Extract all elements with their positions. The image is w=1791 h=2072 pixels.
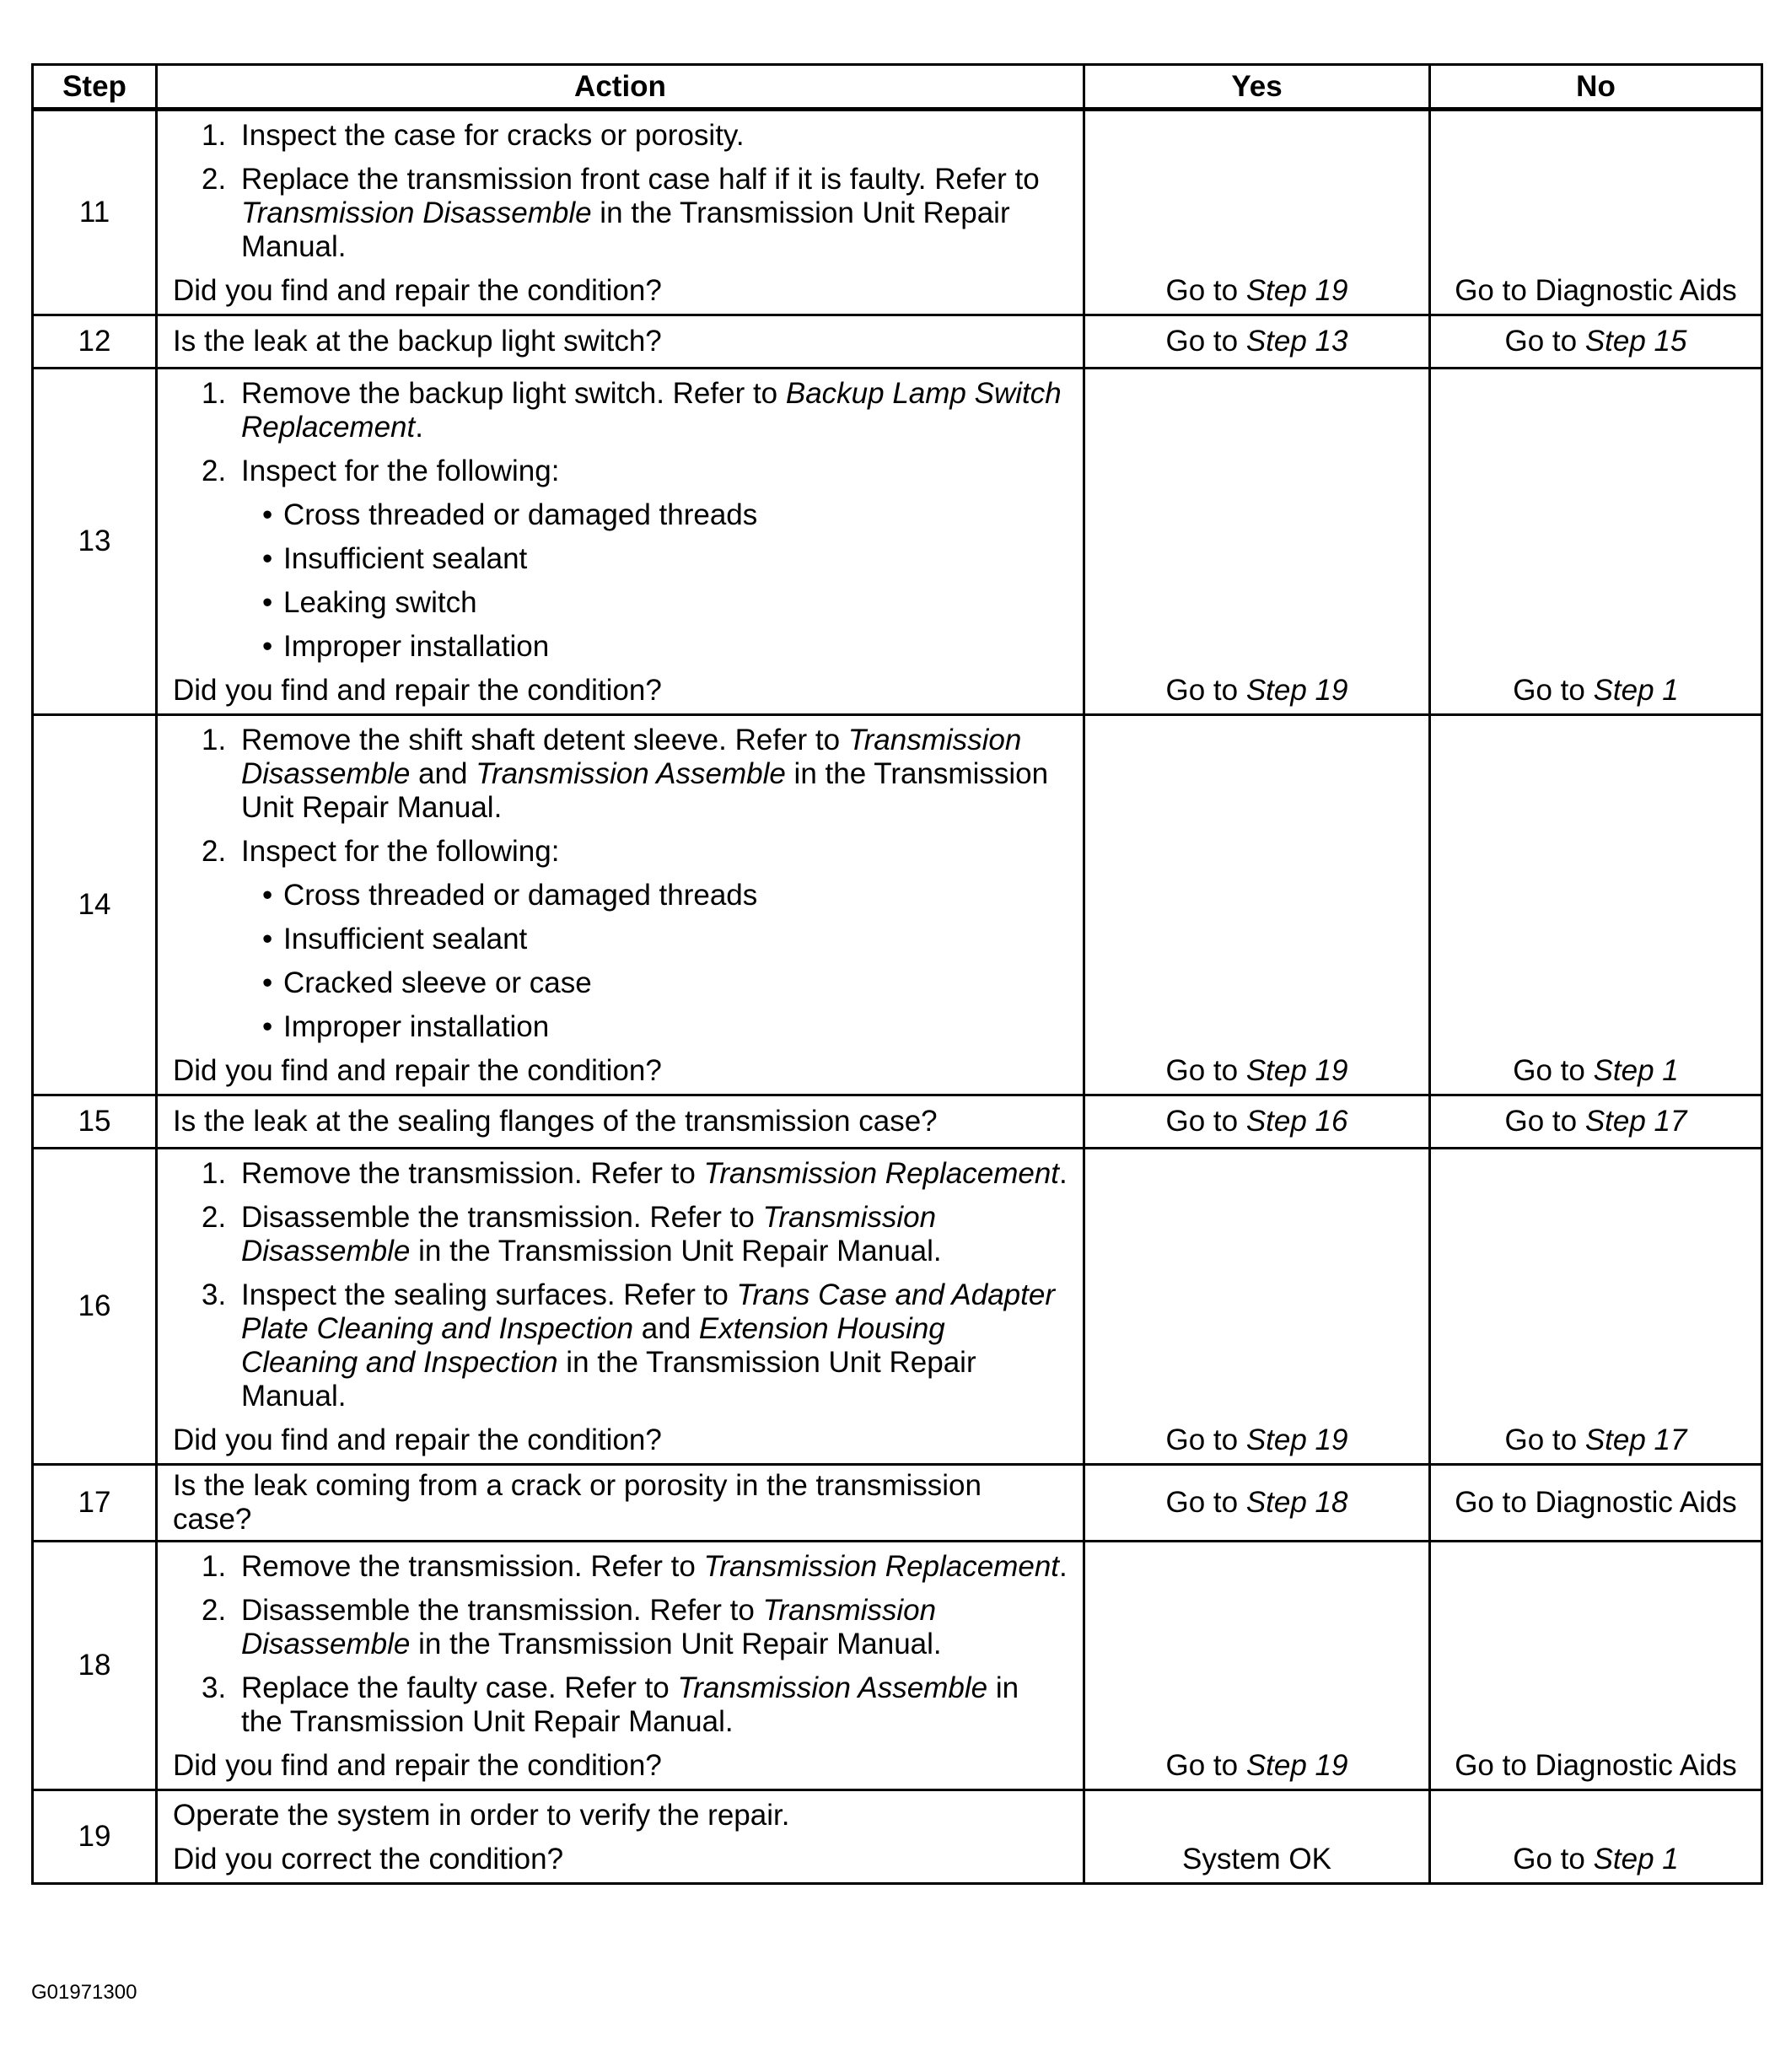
inspection-item: • Improper installation xyxy=(241,1010,1068,1044)
no-result xyxy=(1430,1095,1762,1149)
action-prompt: Did you find and repair the condition? xyxy=(173,274,662,307)
action-steps xyxy=(173,1550,1068,1739)
text-run: Go to xyxy=(1165,1486,1246,1519)
step-number: 18 xyxy=(33,1542,157,1790)
text-run: . xyxy=(1059,1157,1068,1190)
action-cell xyxy=(157,1542,1084,1790)
table-row xyxy=(33,1542,1762,1790)
action-prompt: Did you find and repair the condition? xyxy=(173,1054,662,1087)
step-number: 16 xyxy=(33,1149,157,1465)
text-run: Disassemble the transmission. Refer to xyxy=(241,1201,763,1234)
step-text xyxy=(241,455,559,487)
yes-result xyxy=(1084,315,1430,369)
action-step xyxy=(173,1157,1068,1191)
text-run: Go to Diagnostic Aids xyxy=(1455,1486,1737,1519)
diagnostic-table xyxy=(31,63,1763,1885)
table-row xyxy=(33,369,1762,715)
step-index: 2. xyxy=(202,1201,227,1234)
header-no: No xyxy=(1430,65,1762,110)
step-index: 2. xyxy=(202,1594,227,1627)
text-run: Go to xyxy=(1165,674,1246,707)
action-prompt: Did you find and repair the condition? xyxy=(173,674,662,707)
inspection-list xyxy=(241,498,1068,664)
reference-text: Step 1 xyxy=(1593,1054,1679,1087)
step-index: 2. xyxy=(202,455,227,487)
action-cell xyxy=(157,1149,1084,1465)
reference-text: Transmission Replacement xyxy=(703,1157,1060,1190)
action-prompt: Did you find and repair the condition? xyxy=(173,1749,662,1782)
text-run: Go to xyxy=(1513,1843,1594,1876)
action-step xyxy=(173,1594,1068,1661)
step-index: 2. xyxy=(202,163,227,196)
reference-text: Transmission Assemble xyxy=(677,1671,988,1704)
step-index: 2. xyxy=(202,835,227,868)
step-text xyxy=(241,1550,1068,1583)
text-run: Remove the shift shaft detent sleeve. Refer to xyxy=(241,724,848,756)
step-text xyxy=(241,1201,942,1267)
no-result xyxy=(1430,715,1762,1095)
text-run: in the Transmission Unit Repair Manual. xyxy=(241,196,1010,263)
table-row xyxy=(33,715,1762,1095)
action-step xyxy=(173,724,1068,825)
step-text xyxy=(241,724,1048,824)
yes-result xyxy=(1084,1465,1430,1542)
text-run: in the Transmission Unit Repair Manual. xyxy=(241,757,1049,824)
step-text xyxy=(241,1278,1055,1413)
reference-text: Transmission Disassemble xyxy=(241,724,1022,790)
action-steps xyxy=(173,1157,1068,1413)
step-number: 15 xyxy=(33,1095,157,1149)
text-run: Inspect the sealing surfaces. Refer to xyxy=(241,1278,737,1311)
step-index: 1. xyxy=(202,1550,227,1583)
step-index: 1. xyxy=(202,724,227,756)
no-result xyxy=(1430,1542,1762,1790)
reference-text: Trans Case and Adapter Plate Cleaning and Inspection xyxy=(241,1278,1055,1345)
table-body xyxy=(33,110,1762,1884)
action-step xyxy=(173,1550,1068,1584)
text-run: Remove the transmission. Refer to xyxy=(241,1157,704,1190)
step-number: 14 xyxy=(33,715,157,1095)
step-index: 3. xyxy=(202,1671,227,1704)
step-index: 1. xyxy=(202,1157,227,1190)
action-cell xyxy=(157,369,1084,715)
reference-text: Step 18 xyxy=(1245,1486,1348,1519)
yes-result xyxy=(1084,1095,1430,1149)
text-run: Go to Diagnostic Aids xyxy=(1455,1749,1737,1782)
text-run: in the Transmission Unit Repair Manual. xyxy=(410,1628,942,1660)
reference-text: Step 1 xyxy=(1593,1843,1679,1876)
action-steps xyxy=(173,119,1068,264)
text-run: Inspect for the following: xyxy=(241,835,560,868)
text-run: Replace the faulty case. Refer to xyxy=(241,1671,678,1704)
text-run: Go to xyxy=(1504,1423,1585,1456)
action-question: Is the leak at the backup light switch? xyxy=(173,325,662,358)
reference-text: Step 17 xyxy=(1584,1105,1687,1138)
reference-text: Step 19 xyxy=(1245,1749,1348,1782)
action-cell xyxy=(157,315,1084,369)
action-step xyxy=(173,163,1068,264)
text-run: . xyxy=(1059,1550,1068,1583)
inspection-list xyxy=(241,879,1068,1044)
step-number: 11 xyxy=(33,110,157,315)
table-row xyxy=(33,1149,1762,1465)
reference-text: Step 17 xyxy=(1584,1423,1687,1456)
table-row xyxy=(33,1095,1762,1149)
reference-text: Step 13 xyxy=(1245,325,1348,358)
text-run: Go to Diagnostic Aids xyxy=(1455,274,1737,307)
action-step xyxy=(173,835,1068,1044)
reference-text: Step 16 xyxy=(1245,1105,1348,1138)
inspection-item: • Insufficient sealant xyxy=(241,923,1068,956)
step-text xyxy=(241,1671,1019,1738)
action-step xyxy=(173,377,1068,444)
step-index: 3. xyxy=(202,1278,227,1311)
figure-id: G01971300 xyxy=(31,1981,137,2004)
reference-text: Step 1 xyxy=(1593,674,1679,707)
inspection-item: • Cross threaded or damaged threads xyxy=(241,498,1068,532)
reference-text: Transmission Disassemble xyxy=(241,1594,937,1660)
action-cell xyxy=(157,715,1084,1095)
action-step xyxy=(173,1201,1068,1268)
table-row xyxy=(33,1790,1762,1884)
text-run: Go to xyxy=(1504,1105,1585,1138)
step-number: 19 xyxy=(33,1790,157,1884)
header-step: Step xyxy=(33,65,157,110)
reference-text: Transmission Disassemble xyxy=(241,196,592,229)
inspection-item: • Insufficient sealant xyxy=(241,542,1068,576)
action-steps xyxy=(173,377,1068,664)
action-cell xyxy=(157,1095,1084,1149)
step-number: 13 xyxy=(33,369,157,715)
action-question: Is the leak coming from a crack or porosity in the transmission case? xyxy=(173,1469,982,1536)
step-text xyxy=(241,1594,942,1660)
reference-text: Step 15 xyxy=(1584,325,1687,358)
action-step xyxy=(173,119,1068,153)
action-step xyxy=(173,1671,1068,1739)
yes-result xyxy=(1084,1542,1430,1790)
text-run: Inspect for the following: xyxy=(241,455,560,487)
no-result xyxy=(1430,1465,1762,1542)
yes-result xyxy=(1084,369,1430,715)
yes-result xyxy=(1084,110,1430,315)
no-result xyxy=(1430,1790,1762,1884)
action-question: Is the leak at the sealing flanges of the transmission case? xyxy=(173,1105,938,1138)
reference-text: Transmission Replacement xyxy=(703,1550,1060,1583)
text-run: Go to xyxy=(1165,1423,1246,1456)
action-prompt: Did you find and repair the condition? xyxy=(173,1423,662,1456)
step-number: 17 xyxy=(33,1465,157,1542)
text-run: Go to xyxy=(1513,1054,1594,1087)
no-result xyxy=(1430,369,1762,715)
text-run: in the Transmission Unit Repair Manual. xyxy=(241,1346,976,1413)
reference-text: Step 19 xyxy=(1245,274,1348,307)
text-run: Go to xyxy=(1165,1054,1246,1087)
no-result xyxy=(1430,110,1762,315)
action-cell xyxy=(157,1790,1084,1884)
action-question: Operate the system in order to verify the repair. xyxy=(173,1799,790,1832)
text-run: Inspect the case for cracks or porosity. xyxy=(241,119,745,152)
inspection-item: • Leaking switch xyxy=(241,586,1068,620)
yes-result xyxy=(1084,1790,1430,1884)
yes-result xyxy=(1084,1149,1430,1465)
text-run: in the Transmission Unit Repair Manual. xyxy=(241,1671,1019,1738)
text-run: Disassemble the transmission. Refer to xyxy=(241,1594,763,1627)
text-run: and xyxy=(633,1312,699,1345)
action-step xyxy=(173,1278,1068,1413)
action-question: Did you correct the condition? xyxy=(173,1843,564,1876)
text-run: Go to xyxy=(1165,1749,1246,1782)
header-yes: Yes xyxy=(1084,65,1430,110)
text-run: Remove the backup light switch. Refer to xyxy=(241,377,786,410)
text-run: . xyxy=(415,411,423,444)
step-text xyxy=(241,377,1062,444)
step-index: 1. xyxy=(202,377,227,410)
text-run: in the Transmission Unit Repair Manual. xyxy=(410,1235,942,1267)
text-run: Replace the transmission front case half if it is faulty. Refer to xyxy=(241,163,1040,196)
text-run: Go to xyxy=(1165,325,1246,358)
step-number: 12 xyxy=(33,315,157,369)
yes-result xyxy=(1084,715,1430,1095)
text-run: Remove the transmission. Refer to xyxy=(241,1550,704,1583)
table-row xyxy=(33,315,1762,369)
table-row xyxy=(33,110,1762,315)
reference-text: Extension Housing Cleaning and Inspection xyxy=(241,1312,945,1379)
text-run: Go to xyxy=(1165,274,1246,307)
text-run: Go to xyxy=(1513,674,1594,707)
header-row xyxy=(33,65,1762,110)
step-text xyxy=(241,119,745,152)
header-action: Action xyxy=(157,65,1084,110)
step-text xyxy=(241,1157,1068,1190)
text-run: and xyxy=(410,757,476,790)
inspection-item: • Cross threaded or damaged threads xyxy=(241,879,1068,912)
table-row xyxy=(33,1465,1762,1542)
inspection-item: • Improper installation xyxy=(241,630,1068,664)
reference-text: Step 19 xyxy=(1245,1423,1348,1456)
step-text xyxy=(241,835,559,868)
no-result xyxy=(1430,1149,1762,1465)
reference-text: Backup Lamp Switch Replacement xyxy=(241,377,1062,444)
reference-text: Step 19 xyxy=(1245,1054,1348,1087)
action-cell xyxy=(157,110,1084,315)
action-step xyxy=(173,455,1068,664)
text-run: Go to xyxy=(1165,1105,1246,1138)
inspection-item: • Cracked sleeve or case xyxy=(241,966,1068,1000)
action-cell xyxy=(157,1465,1084,1542)
reference-text: Transmission Assemble xyxy=(476,757,786,790)
action-steps xyxy=(173,724,1068,1044)
step-text xyxy=(241,163,1040,263)
text-run: System OK xyxy=(1182,1843,1331,1876)
no-result xyxy=(1430,315,1762,369)
reference-text: Step 19 xyxy=(1245,674,1348,707)
step-index: 1. xyxy=(202,119,227,152)
text-run: Go to xyxy=(1504,325,1585,358)
reference-text: Transmission Disassemble xyxy=(241,1201,937,1267)
